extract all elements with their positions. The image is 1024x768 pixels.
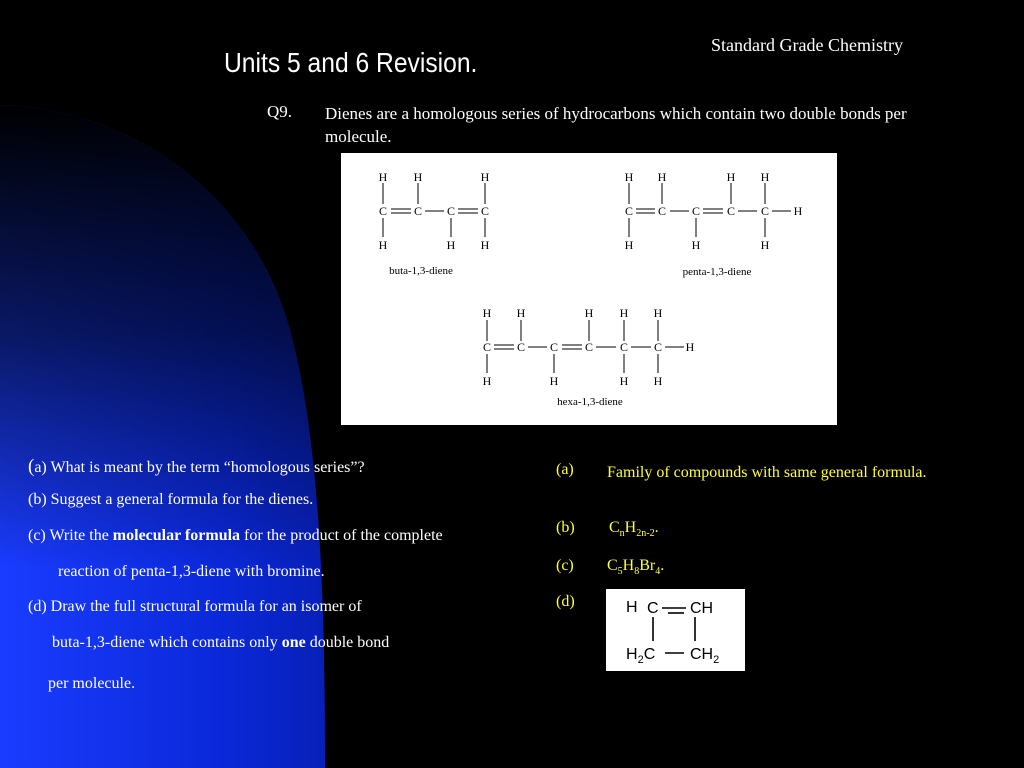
atom-label: H <box>378 170 388 184</box>
slide-title: Units 5 and 6 Revision. <box>224 47 478 78</box>
formula-subscript: 4 <box>655 566 661 578</box>
formula-part: H <box>624 519 637 536</box>
cyclobutene-structure-svg <box>606 589 745 671</box>
atom-label: H <box>584 306 594 320</box>
molecule-name-hexa: hexa-1,3-diene <box>557 396 623 408</box>
sub-question-c-prefix: (c) Write the <box>28 527 113 544</box>
struct-atom-c2: C <box>643 646 656 663</box>
formula-subscript: 2n-2 <box>636 528 655 540</box>
struct-atom-ch: CH <box>690 600 714 617</box>
answer-d-label: (d) <box>556 593 575 610</box>
struct-subscript: 2 <box>637 654 644 666</box>
atom-label: H <box>549 374 559 388</box>
course-label: Standard Grade Chemistry <box>711 35 903 55</box>
atom-label: H <box>480 238 490 252</box>
answer-c-formula <box>607 557 664 577</box>
formula-end: . <box>654 519 659 536</box>
struct-atom-h2: H <box>626 646 638 663</box>
atom-label: H <box>653 374 663 388</box>
sub-question-c <box>28 527 443 545</box>
sub-question-d-line2 <box>52 634 389 652</box>
atom-label: H <box>760 238 770 252</box>
sub-question-d-line2-suffix: double bond <box>305 634 390 651</box>
atom-label: C <box>480 204 490 218</box>
atom-label: C <box>726 204 736 218</box>
atom-label: H <box>793 204 803 218</box>
atom-label: H <box>480 170 490 184</box>
atom-label: H <box>624 238 634 252</box>
formula-part: C <box>609 519 620 536</box>
answer-a-text: Family of compounds with same general formula. <box>607 464 927 481</box>
sub-question-d-line2-prefix: buta-1,3-diene which contains only <box>52 634 282 651</box>
atom-label: C <box>446 204 456 218</box>
sub-question-a-paren: ( <box>28 456 35 477</box>
atom-label: C <box>653 340 663 354</box>
atom-label: C <box>413 204 423 218</box>
atom-label: H <box>685 340 695 354</box>
diene-structures-svg <box>341 153 837 425</box>
formula-subscript: n <box>619 528 625 540</box>
atom-label: C <box>549 340 559 354</box>
sub-question-d: (d) Draw the full structural formula for an isomer of <box>28 598 362 615</box>
sub-question-c-suffix: for the product of the complete <box>240 527 443 544</box>
atom-label: H <box>624 170 634 184</box>
sub-question-b: (b) Suggest a general formula for the dienes. <box>28 491 314 508</box>
atom-label: C <box>619 340 629 354</box>
atom-label: C <box>760 204 770 218</box>
svg-text:H2C <box>626 646 655 666</box>
atom-label: C <box>482 340 492 354</box>
atom-label: C <box>584 340 594 354</box>
atom-label: H <box>760 170 770 184</box>
molecule-name-buta: buta-1,3-diene <box>389 265 453 277</box>
atom-label: H <box>726 170 736 184</box>
atom-label: H <box>482 374 492 388</box>
atom-label: C <box>657 204 667 218</box>
struct-atom-c: C <box>647 600 659 617</box>
sub-question-a <box>28 456 365 478</box>
sub-question-d-line2-bold: one <box>281 634 306 651</box>
atom-label: H <box>653 306 663 320</box>
atom-label: H <box>446 238 456 252</box>
atom-label: H <box>413 170 423 184</box>
atom-label: H <box>516 306 526 320</box>
formula-subscript: 5 <box>617 566 623 578</box>
formula-end: . <box>660 557 665 574</box>
cyclobutene-structure-diagram <box>606 589 745 671</box>
struct-subscript: 2 <box>713 654 720 666</box>
atom-label: H <box>691 238 701 252</box>
atom-label: H <box>378 238 388 252</box>
atom-label: H <box>482 306 492 320</box>
atom-label: C <box>691 204 701 218</box>
sub-question-d-line3: per molecule. <box>48 675 136 692</box>
question-intro: Dienes are a homologous series of hydrocarbons which contain two double bonds per molecule. <box>325 104 907 146</box>
answer-b-label: (b) <box>556 519 575 536</box>
atom-label: H <box>619 306 629 320</box>
answer-c-label: (c) <box>556 557 574 574</box>
sub-question-c-bold: molecular formula <box>112 527 241 544</box>
molecule-name-penta: penta-1,3-diene <box>682 266 752 278</box>
formula-part: C <box>607 557 618 574</box>
sub-question-c-line2: reaction of penta-1,3-diene with bromine. <box>58 563 325 580</box>
formula-part: Br <box>639 557 656 574</box>
formula-part: H <box>622 557 635 574</box>
atom-label: C <box>624 204 634 218</box>
atom-label: C <box>516 340 526 354</box>
question-number: Q9. <box>267 102 293 121</box>
diene-structures-diagram <box>341 153 837 425</box>
struct-atom-ch2: CH <box>690 646 714 663</box>
struct-atom-h: H <box>626 599 638 616</box>
atom-label: H <box>657 170 667 184</box>
svg-text:CH2 <box>690 646 719 666</box>
answer-a-label: (a) <box>556 461 574 478</box>
sub-question-a-text: a) What is meant by the term “homologous series”? <box>34 459 365 476</box>
formula-subscript: 8 <box>634 566 640 578</box>
answer-b-formula <box>609 519 659 539</box>
atom-label: C <box>378 204 388 218</box>
atom-label: H <box>619 374 629 388</box>
